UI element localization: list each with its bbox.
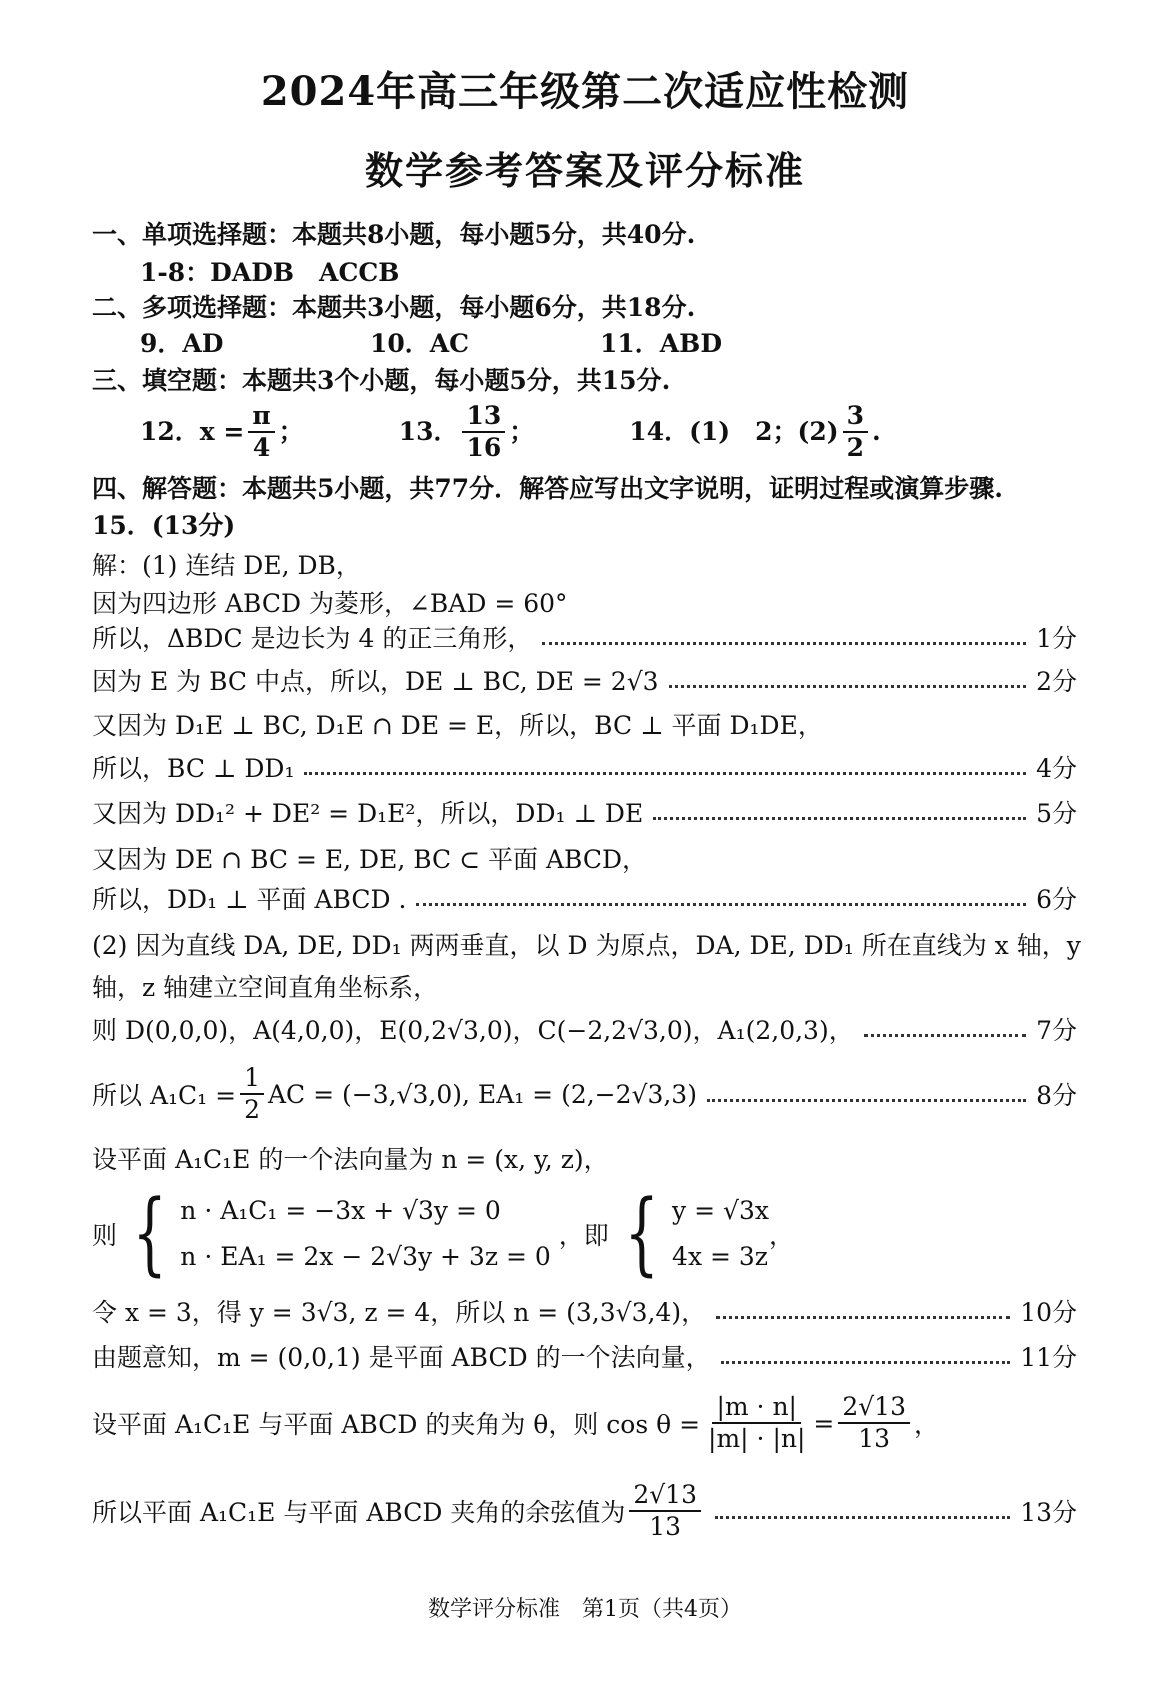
equation-system [92, 1181, 794, 1286]
solution-line-3-text: 所以，ΔBDC 是边长为 4 的正三角形， [92, 624, 533, 653]
score-marker: 4分 [1036, 754, 1077, 783]
q14-denominator: 2 [846, 433, 864, 462]
q12-fraction [248, 401, 274, 463]
leader-dots [707, 1099, 1026, 1102]
system-end: ， [768, 1221, 794, 1250]
final-fraction [629, 1480, 701, 1542]
leader-dots [864, 1034, 1026, 1037]
solution-line-18-text: 所以平面 A₁C₁E 与平面 ABCD 夹角的余弦值为 [92, 1498, 626, 1527]
solution-line-7 [92, 793, 1077, 831]
cos-denominator-1: |m| · |n| [708, 1424, 806, 1453]
solution-line-6 [92, 748, 1077, 786]
solution-line-13-text-b: AC = (−3,√3,0), EA₁ = (2,−2√3,3) [267, 1079, 697, 1109]
solution-line-8: 又因为 DE ∩ BC = E, DE, BC ⊂ 平面 ABCD， [92, 845, 648, 874]
solution-line-10: (2) 因为直线 DA, DE, DD₁ 两两垂直，以 D 为原点，DA, DE, DD₁ 所在直线为 x 轴，y [92, 931, 1081, 960]
q13-fraction [462, 401, 505, 463]
solution-line-12 [92, 1010, 1077, 1048]
solution-line-15-text: 令 x = 3，得 y = 3√3, z = 4，所以 n = (3,3√3,4)， [92, 1298, 707, 1327]
solution-line-13 [92, 1064, 1077, 1124]
q14-suffix: . [872, 417, 881, 446]
leader-dots [716, 1316, 1010, 1319]
solution-line-5: 又因为 D₁E ⊥ BC, D₁E ∩ DE = E，所以，BC ⊥ 平面 D₁DE， [92, 711, 823, 740]
answer-q14 [629, 401, 880, 463]
score-marker: 1分 [1036, 624, 1077, 653]
solution-line-13-text-a: 所以 A₁C₁ = [92, 1081, 237, 1110]
section-4-heading: 四、解答题：本题共5小题，共77分．解答应写出文字说明，证明过程或演算步骤. [92, 474, 1003, 503]
solution-line-16 [92, 1337, 1077, 1375]
q14-fraction [843, 401, 868, 463]
left-brace: { [624, 1181, 659, 1286]
q14-prefix: 14．(1) 2；(2) [629, 417, 839, 446]
solution-line-9 [92, 879, 1077, 917]
q12-numerator: π [248, 401, 274, 433]
solution-line-17-text: 设平面 A₁C₁E 与平面 ABCD 的夹角为 θ，则 cos θ = [92, 1410, 701, 1439]
answer-q10: 10．AC [370, 329, 470, 358]
system-lead: 则 [92, 1221, 118, 1250]
system-equation-2: n · EA₁ = 2x − 2√3y + 3z = 0 [180, 1242, 551, 1271]
solution-line-15 [92, 1292, 1077, 1330]
score-marker: 5分 [1036, 799, 1077, 828]
answer-q12 [140, 401, 304, 463]
solution-line-12-text: 则 D(0,0,0)，A(4,0,0)，E(0,2√3,0)，C(−2,2√3,0)，A₁(2,0,3)， [92, 1016, 854, 1045]
half-denominator: 2 [244, 1095, 260, 1124]
score-marker: 8分 [1036, 1081, 1077, 1110]
q12-prefix: 12．x = [140, 417, 245, 446]
cos-fraction-1 [704, 1392, 809, 1454]
solution-line-6-text: 所以，BC ⊥ DD₁ [92, 754, 295, 783]
cos-fraction-2 [838, 1392, 910, 1454]
score-marker: 11分 [1020, 1343, 1077, 1372]
q14-numerator: 3 [843, 401, 868, 433]
final-numerator: 2√13 [629, 1480, 701, 1512]
cos-denominator-2: 13 [858, 1424, 891, 1453]
solution-line-16-text: 由题意知，m = (0,0,1) 是平面 ABCD 的一个法向量， [92, 1343, 711, 1372]
section-1-answers: 1-8：DADB ACCB [140, 258, 400, 287]
problem-15-heading: 15．(13分) [92, 511, 236, 540]
score-marker: 7分 [1036, 1016, 1077, 1045]
solution-line-14: 设平面 A₁C₁E 的一个法向量为 n = (x, y, z)， [92, 1145, 609, 1174]
page-footer: 数学评分标准 第1页（共4页） [428, 1597, 742, 1622]
score-marker: 2分 [1036, 667, 1077, 696]
section-3-answers [140, 400, 1130, 464]
solution-line-17 [92, 1390, 1077, 1456]
q13-numerator: 13 [462, 401, 505, 433]
section-1-heading: 一、单项选择题：本题共8小题，每小题5分，共40分. [92, 220, 696, 249]
leader-dots [304, 772, 1026, 775]
equals-sign: = [813, 1408, 835, 1438]
half-numerator: 1 [240, 1063, 264, 1095]
solution-line-1: 解：(1) 连结 DE, DB， [92, 551, 361, 580]
answer-q13 [399, 401, 535, 463]
q13-suffix: ； [509, 417, 535, 446]
section-3-heading: 三、填空题：本题共3个小题，每小题5分，共15分. [92, 366, 671, 395]
q13-denominator: 16 [466, 433, 502, 462]
solution-line-7-text: 又因为 DD₁² + DE² = D₁E²，所以，DD₁ ⊥ DE [92, 799, 644, 828]
left-brace: { [132, 1181, 167, 1286]
leader-dots [669, 685, 1027, 688]
solution-line-11: 轴，z 轴建立空间直角坐标系， [92, 973, 439, 1002]
answer-q9: 9．AD [140, 329, 224, 358]
half-fraction [240, 1063, 264, 1125]
q12-suffix: ； [278, 417, 304, 446]
system-lines-1 [180, 1188, 550, 1280]
solution-line-3 [92, 618, 1077, 656]
solution-line-17-end: ， [914, 1410, 940, 1439]
final-denominator: 13 [649, 1512, 682, 1541]
leader-dots [721, 1361, 1011, 1364]
score-marker: 13分 [1020, 1498, 1077, 1527]
system-middle: ，即 [558, 1221, 609, 1250]
answer-q11: 11．ABD [600, 329, 722, 358]
leader-dots [542, 642, 1026, 645]
solution-line-9-text: 所以，DD₁ ⊥ 平面 ABCD . [92, 885, 407, 914]
section-2-answers [140, 327, 1130, 361]
section-2-heading: 二、多项选择题：本题共3小题，每小题6分，共18分. [92, 293, 696, 322]
q12-denominator: 4 [252, 433, 271, 462]
leader-dots [715, 1516, 1010, 1519]
system-equation-4: 4x = 3z [672, 1242, 768, 1271]
solution-line-2: 因为四边形 ABCD 为菱形，∠BAD = 60° [92, 589, 568, 618]
system-equation-1: n · A₁C₁ = −3x + √3y = 0 [180, 1196, 501, 1225]
leader-dots [653, 817, 1026, 820]
system-equation-3: y = √3x [672, 1196, 769, 1225]
solution-line-4 [92, 661, 1077, 699]
solution-line-4-text: 因为 E 为 BC 中点，所以，DE ⊥ BC, DE = 2√3 [92, 667, 659, 696]
leader-dots [416, 903, 1026, 906]
page-subtitle: 数学参考答案及评分标准 [364, 148, 805, 193]
system-lines-2 [672, 1188, 769, 1280]
cos-numerator-1: |m · n| [712, 1392, 801, 1424]
page-title: 2024年高三年级第二次适应性检测 [260, 68, 910, 115]
score-marker: 10分 [1020, 1298, 1077, 1327]
cos-numerator-2: 2√13 [838, 1392, 910, 1424]
score-marker: 6分 [1036, 885, 1077, 914]
solution-line-18 [92, 1478, 1077, 1544]
q13-prefix: 13． [398, 417, 459, 446]
